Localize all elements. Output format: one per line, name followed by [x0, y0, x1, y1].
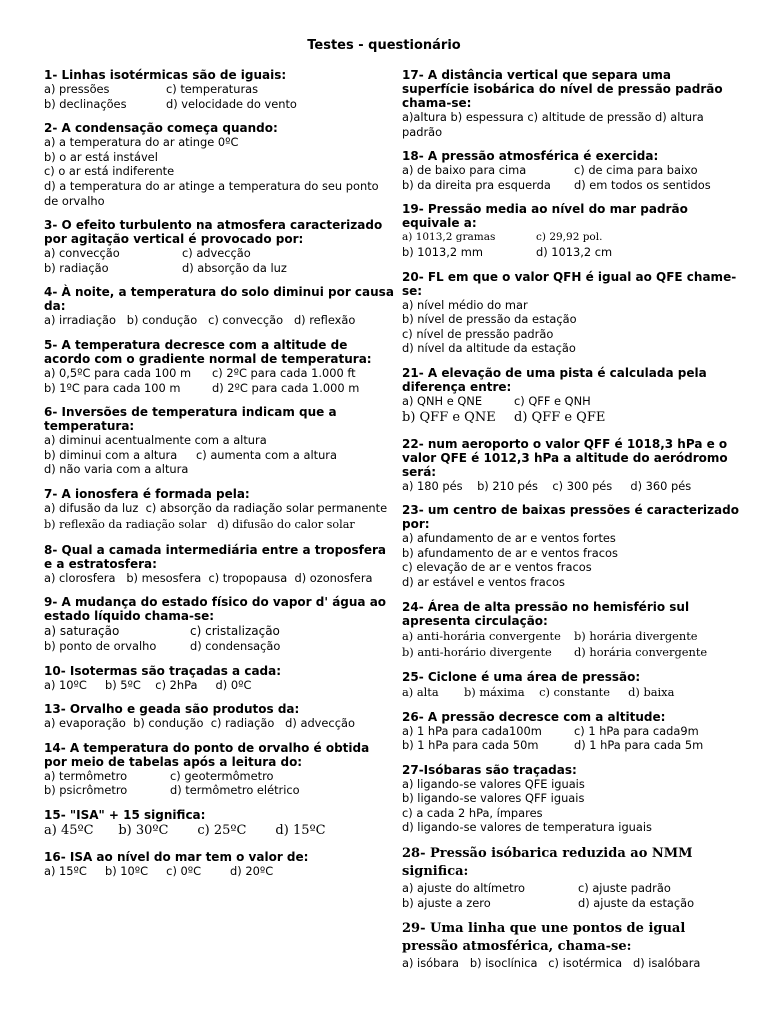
question-3 — [44, 218, 394, 275]
option-d: d) 1 hPa para cada 5m — [574, 738, 704, 753]
option-a: a) termômetro — [44, 768, 128, 783]
option-a: a) nível médio do mar — [402, 297, 528, 312]
question-title: 2- A condensação começa quando: — [44, 121, 278, 136]
option-d: d) ajuste da estação — [578, 895, 695, 910]
question-title: 22- num aeroporto o valor QFF é 1018,3 hPa e o valor QFE é 1012,3 hPa a altitude do aeródromo será: — [402, 436, 728, 479]
option-b: b) QFF e QNE — [402, 409, 496, 425]
option-b: b) 1ºC para cada 100 m — [44, 380, 181, 395]
question-title: 10- Isotermas são traçadas a cada: — [44, 663, 282, 678]
option-b: b) diminui com a altura — [44, 447, 178, 462]
option-d: d) em todos os sentidos — [574, 177, 711, 192]
option-d: d) a temperatura do ar atinge a temperatura do seu ponto de orvalho — [44, 178, 379, 208]
option-a: a) 1 hPa para cada100m — [402, 723, 542, 738]
option-d: d) condensação — [190, 639, 281, 654]
option-a: a) afundamento de ar e ventos fortes — [402, 531, 616, 546]
options-line: b) reflexão da radiação solar d) difusão do calor solar — [44, 517, 355, 531]
option-b: b) afundamento de ar e ventos fracos — [402, 545, 618, 560]
option-a: a) 1013,2 gramas — [402, 231, 496, 244]
question-title: 29- Uma linha que une pontos de igual pressão atmosférica, chama-se: — [402, 921, 686, 955]
question-9 — [44, 595, 394, 654]
question-26 — [402, 710, 742, 753]
question-2 — [44, 121, 394, 208]
question-28 — [402, 845, 742, 910]
option-a: a) ligando-se valores QFE iguais — [402, 776, 585, 791]
question-title: 14- A temperatura do ponto de orvalho é obtida por meio de tabelas após a leitura do: — [44, 740, 370, 769]
option-c: c) 1 hPa para cada9m — [574, 723, 699, 738]
question-title: 28- Pressão isóbarica reduzida ao NMM significa: — [402, 846, 693, 880]
option-d: d) ligando-se valores de temperatura iguais — [402, 820, 652, 835]
page-title: Testes - questionário — [307, 38, 461, 53]
option-c: c) elevação de ar e ventos fracos — [402, 560, 592, 575]
option-c: c) QFF e QNH — [514, 393, 591, 408]
question-title: 25- Ciclone é uma área de pressão: — [402, 669, 641, 684]
option-d: d) não varia com a altura — [44, 462, 189, 477]
option-d: d) nível da altitude da estação — [402, 341, 576, 356]
option-c: c) de cima para baixo — [574, 163, 698, 178]
options-line: a) alta b) máxima c) constante d) baixa — [402, 684, 675, 699]
question-title: 18- A pressão atmosférica é exercida: — [402, 149, 659, 164]
option-d: d) absorção da luz — [182, 260, 287, 275]
question-1 — [44, 68, 394, 111]
option-a: a) diminui acentualmente com a altura — [44, 433, 267, 448]
option-a: a) convecção — [44, 246, 120, 261]
option-b: b) ponto de orvalho — [44, 639, 157, 654]
option-a: a) de baixo para cima — [402, 163, 527, 178]
question-title: 13- Orvalho e geada são produtos da: — [44, 702, 300, 717]
options-line: a) irradiação b) condução c) convecção d) reflexão — [44, 313, 356, 328]
question-15 — [44, 808, 394, 840]
question-23 — [402, 503, 742, 589]
option-c: c) 2ºC para cada 1.000 ft — [212, 365, 356, 380]
question-21 — [402, 366, 742, 427]
options-line: a) 10ºC b) 5ºC c) 2hPa d) 0ºC — [44, 677, 252, 692]
option-b: b) ajuste a zero — [402, 895, 491, 910]
question-29 — [402, 920, 742, 971]
option-d: d) velocidade do vento — [166, 96, 297, 111]
question-13 — [44, 702, 394, 731]
question-title: 24- Área de alta pressão no hemisfério sul apresenta circulação: — [402, 599, 690, 628]
question-title: 1- Linhas isotérmicas são de iguais: — [44, 68, 287, 82]
question-27 — [402, 763, 742, 835]
option-c: c) nível de pressão padrão — [402, 326, 554, 341]
question-title: 3- O efeito turbulento na atmosfera caracterizado por agitação vertical é provocado por: — [44, 218, 383, 247]
option-d: d) QFF e QFE — [514, 409, 606, 425]
option-a: a) anti-horária convergente — [402, 628, 561, 643]
question-title: 9- A mudança do estado físico do vapor d' água ao estado líquido chama-se: — [44, 595, 387, 624]
question-title: 16- ISA ao nível do mar tem o valor de: — [44, 850, 309, 865]
option-d: d) 1013,2 cm — [536, 244, 613, 259]
question-title: 21- A elevação de uma pista é calculada pela diferença entre: — [402, 365, 707, 394]
question-10 — [44, 664, 394, 693]
option-b: b) radiação — [44, 260, 109, 275]
question-16 — [44, 850, 394, 879]
question-title: 8- Qual a camada intermediária entre a troposfera e a estratosfera: — [44, 542, 386, 571]
question-title: 19- Pressão media ao nível do mar padrão equivale a: — [402, 202, 688, 231]
question-title: 6- Inversões de temperatura indicam que a temperatura: — [44, 405, 337, 434]
option-a: a) a temperatura do ar atinge 0ºC — [44, 135, 239, 150]
question-19 — [402, 202, 742, 259]
option-d: d) horária convergente — [574, 644, 708, 659]
option-d: d) ar estável e ventos fracos — [402, 574, 565, 589]
question-22 — [402, 437, 742, 494]
question-title: 15- "ISA" + 15 significa: — [44, 808, 206, 823]
options-line: a) evaporação b) condução c) radiação d) advecção — [44, 716, 355, 731]
option-a: a) ajuste do altímetro — [402, 881, 526, 896]
question-8 — [44, 543, 394, 586]
option-a: a) saturação — [44, 624, 120, 639]
question-4 — [44, 285, 394, 328]
option-b: b) nível de pressão da estação — [402, 312, 577, 327]
options-line: a) 180 pés b) 210 pés c) 300 pés d) 360 pés — [402, 478, 692, 493]
question-24 — [402, 600, 742, 660]
option-c: c) 29,92 pol. — [536, 231, 603, 244]
options-line: a) clorosfera b) mesosfera c) tropopausa d) ozonosfera — [44, 570, 373, 585]
option-b: b) declinações — [44, 96, 127, 111]
option-d: d) termômetro elétrico — [170, 783, 300, 798]
option-c: c) advecção — [182, 246, 251, 261]
question-25 — [402, 670, 742, 700]
option-d: d) 2ºC para cada 1.000 m — [212, 380, 360, 395]
options-text: a)altura b) espessura c) altitude de pressão d) altura padrão — [402, 110, 704, 139]
question-20 — [402, 270, 742, 356]
option-a: a) QNH e QNE — [402, 393, 483, 408]
option-b: b) psicrômetro — [44, 783, 128, 798]
question-5 — [44, 338, 394, 395]
option-b: b) 1 hPa para cada 50m — [402, 738, 539, 753]
option-b: b) ligando-se valores QFF iguais — [402, 791, 585, 806]
question-title: 5- A temperatura decresce com a altitude de acordo com o gradiente normal de temperatura: — [44, 337, 372, 366]
option-b: b) horária divergente — [574, 628, 698, 643]
options-line: a) 15ºC b) 10ºC c) 0ºC d) 20ºC — [44, 864, 274, 879]
option-c: c) aumenta com a altura — [196, 447, 337, 462]
right-column — [402, 68, 742, 981]
option-b: b) da direita pra esquerda — [402, 177, 551, 192]
question-17 — [402, 68, 742, 139]
question-title: 4- À noite, a temperatura do solo diminui por causa da: — [44, 285, 394, 314]
left-column — [44, 68, 394, 889]
option-c: c) ajuste padrão — [578, 881, 671, 896]
options-line: a) difusão da luz c) absorção da radiação solar permanente — [44, 500, 388, 515]
question-7 — [44, 487, 394, 533]
question-6 — [44, 405, 394, 477]
option-a: a) pressões — [44, 82, 110, 96]
question-14 — [44, 741, 394, 798]
option-c: c) geotermômetro — [170, 768, 274, 783]
question-title: 7- A ionosfera é formada pela: — [44, 486, 250, 501]
question-18 — [402, 149, 742, 192]
options-line: a) 45ºC b) 30ºC c) 25ºC d) 15ºC — [44, 823, 326, 839]
question-title: 26- A pressão decresce com a altitude: — [402, 709, 666, 724]
option-a: a) 0,5ºC para cada 100 m — [44, 365, 192, 380]
option-c: b) anti-horário divergente — [402, 644, 552, 659]
option-b: b) 1013,2 mm — [402, 244, 483, 259]
option-c: c) o ar está indiferente — [44, 164, 175, 179]
option-c: c) cristalização — [190, 624, 280, 639]
question-title: 17- A distância vertical que separa uma superfície isobárica do nível de pressão padrão chama-se: — [402, 68, 723, 110]
option-c: c) a cada 2 hPa, ímpares — [402, 805, 543, 820]
options-line: a) isóbara b) isoclínica c) isotérmica d) isalóbara — [402, 956, 701, 971]
option-c: c) temperaturas — [166, 82, 259, 96]
question-title: 27-Isóbaras são traçadas: — [402, 762, 577, 777]
question-title: 23- um centro de baixas pressões é caracterizado por: — [402, 503, 739, 532]
question-title: 20- FL em que o valor QFH é igual ao QFE chame-se: — [402, 269, 737, 298]
option-b: b) o ar está instável — [44, 149, 158, 164]
